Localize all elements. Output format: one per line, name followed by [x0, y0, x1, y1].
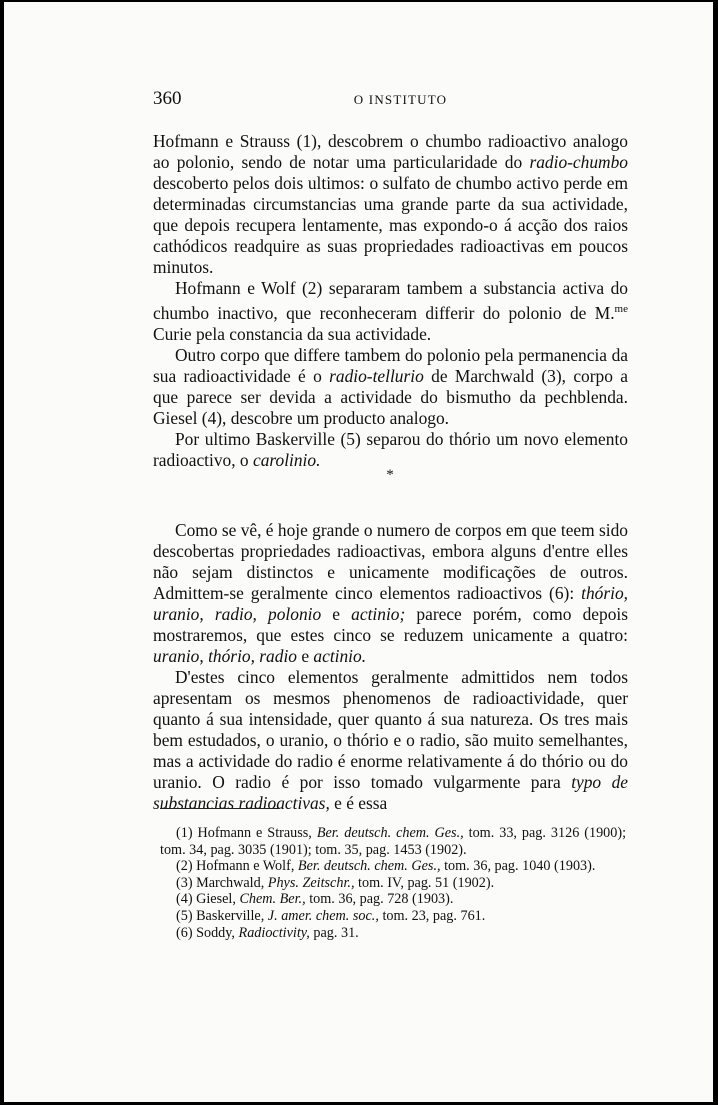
text-run: Curie pela constancia da sua actividade.	[153, 323, 432, 344]
text-run: parece porém, como depois mostraremos, que estes cinco se reduzem unicamente a quatro:	[153, 604, 628, 645]
paragraph-1	[153, 131, 628, 278]
text-run: D'estes cinco elementos geralmente admittidos nem todos apresentam os mesmos phenomenos de radioactividade, quer quanto á sua intensidade, quer quanto á sua natureza. Os tres mais bem estudados, o uranio, o thório e o radio, são muito semelhantes, mas a actividade do radio é enorme relativamente á do thório ou do uranio. O radio é por isso tomado vulgarmente para	[153, 667, 628, 792]
section-separator: *	[386, 467, 394, 483]
italic-term: actinio;	[351, 604, 406, 624]
text-run: (4) Giesel,	[176, 891, 240, 908]
text-block-top	[153, 131, 628, 471]
text-run: e é essa	[329, 793, 388, 813]
paragraph-3	[153, 345, 628, 429]
text-run: e	[321, 604, 352, 624]
journal-title: Phys. Zeitschr.,	[267, 874, 355, 891]
journal-title: Chem. Ber.,	[239, 891, 306, 908]
text-run: tom. 36, pag. 1040 (1903).	[440, 858, 596, 875]
italic-term: radio-chumbo	[529, 152, 628, 172]
text-block-bottom	[153, 520, 628, 814]
text-run: (1) Hofmann e Strauss,	[176, 825, 317, 841]
journal-title: Ber. deutsch. chem. Ges.,	[316, 825, 464, 841]
footnote-divider	[160, 808, 278, 809]
footnote-4	[160, 891, 626, 908]
text-run: Por ultimo Baskerville (5) separou do thório um novo elemento radioactivo, o	[153, 428, 628, 470]
page-header	[153, 88, 628, 114]
paragraph-2	[153, 278, 628, 345]
text-run: e	[296, 646, 314, 666]
footnote-3	[160, 875, 626, 892]
text-run: de Marchwald (3), corpo a que parece ser devida a actividade do bismutho da pechblenda. Giesel (4), descobre um producto analogo.	[153, 365, 628, 428]
text-run: Hofmann e Wolf (2) separaram tambem a substancia activa do chumbo inactivo, que reconheceram differir do polonio de M.	[153, 278, 628, 323]
text-run: (5) Baskerville,	[176, 907, 268, 924]
footnotes	[160, 825, 626, 941]
footnote-1	[160, 825, 626, 858]
journal-title: Ber. deutsch. chem. Ges.,	[297, 858, 441, 875]
text-run: Como se vê, é hoje grande o numero de corpos em que teem sido descobertas propriedades radioactivas, embora alguns d'entre elles não sejam distinctos e unicamente modificações de outros. Admittem-se geralmente cinco elementos radioactivos (6):	[153, 520, 628, 603]
italic-term: uranio, thório, radio	[153, 646, 297, 666]
text-run: pag. 31.	[309, 924, 359, 941]
text-run: descoberto pelos dois ultimos: o sulfato de chumbo activo perde em determinadas circumstancias uma grande parte da sua actividade, que depois recupera lentamente, mas expondo-o á acção dos raios cathódicos readquire as suas propriedades radioactivas em poucos minutos.	[153, 173, 628, 277]
text-run: (3) Marchwald,	[176, 874, 268, 891]
text-run: (6) Soddy,	[176, 924, 239, 941]
footnote-6	[160, 925, 626, 942]
italic-term: actinio.	[313, 646, 367, 666]
text-run: Outro corpo que differe tambem do polonio pela permanencia da sua radioactividade é o	[153, 344, 628, 386]
text-run: tom. 36, pag. 728 (1903).	[305, 891, 454, 908]
italic-term: carolinio.	[252, 449, 321, 470]
paragraph-6	[153, 667, 628, 814]
italic-term: thório, uranio, radio, polonio	[153, 583, 628, 624]
italic-term: radio-tellurio	[329, 365, 424, 386]
footnote-5	[160, 908, 626, 925]
text-run: tom. 23, pag. 761.	[378, 907, 486, 924]
paragraph-5	[153, 520, 628, 667]
running-title: O INSTITUTO	[353, 92, 448, 107]
italic-term: typo de substancias radioactivas,	[153, 772, 629, 813]
superscript: me	[614, 303, 628, 315]
book-title: Radioctivity,	[238, 924, 310, 941]
text-run: tom. IV, pag. 51 (1902).	[354, 874, 495, 891]
footnote-2	[160, 858, 626, 875]
text-run: (2) Hofmann e Wolf,	[176, 858, 298, 875]
paragraph-4	[153, 429, 628, 471]
page-number: 360	[153, 88, 182, 109]
text-run: tom. 33, pag. 3126 (1900); tom. 34, pag. 3035 (1901); tom. 35, pag. 1453 (1902).	[160, 825, 627, 858]
journal-title: J. amer. chem. soc.,	[267, 907, 379, 924]
text-run: Hofmann e Strauss (1), descobrem o chumbo radioactivo analogo ao polonio, sendo de notar uma particularidade do	[153, 131, 628, 172]
